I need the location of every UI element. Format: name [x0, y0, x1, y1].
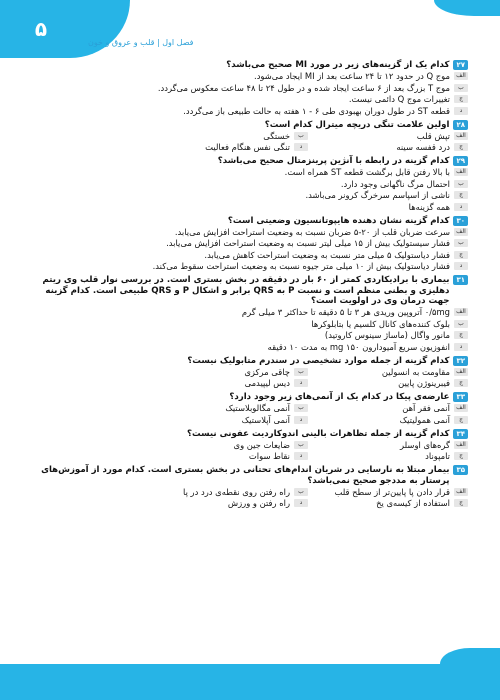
option-letter: ج [454, 251, 468, 259]
option-letter: ج [454, 191, 468, 199]
option-text: فیبرینوژن پایین [398, 378, 450, 389]
option-text: دیس لیپیدمی [244, 378, 290, 389]
option-text: موج T بزرگ بعد از ۶ ساعت ایجاد شده و در طول ۲۴ تا ۴۸ ساعت معکوس می‌گردد. [157, 82, 450, 93]
answer-option[interactable] [308, 451, 468, 463]
answer-option[interactable] [38, 261, 468, 273]
answer-option[interactable] [148, 498, 308, 510]
page-footer [0, 664, 500, 700]
question-header [38, 156, 468, 167]
option-text: نقاط سوات [248, 451, 290, 462]
option-letter: ب [454, 239, 468, 247]
option-text: مانور واگال (ماساژ سینوس کاروتید) [324, 330, 450, 341]
option-text: آنمی همولیتیک [399, 414, 450, 425]
question [38, 60, 468, 117]
question-number-badge: ۳۵ [453, 465, 468, 475]
header-decoration-left [0, 0, 130, 58]
option-text: تغییرات موج Q دائمی نیست. [348, 94, 450, 105]
option-letter: ب [294, 132, 308, 140]
answer-option[interactable] [308, 414, 468, 426]
question-number-badge: ۳۰ [453, 216, 468, 226]
answer-option[interactable] [38, 330, 468, 342]
question-header [38, 429, 468, 440]
answer-options [38, 307, 468, 353]
option-letter: ب [294, 368, 308, 376]
chapter-title: فصل اول | قلب و عروق و خون [88, 38, 194, 47]
option-text: آنمی آپلاستیک [241, 414, 290, 425]
answer-option[interactable] [38, 167, 468, 179]
answer-option[interactable] [308, 486, 468, 498]
question-text: کدام یک از گزینه‌های زیر در مورد MI صحیح می‌باشد؟ [226, 60, 450, 70]
option-text: موج Q در حدود ۱۲ تا ۲۴ ساعت بعد از MI ایجاد می‌شود. [254, 71, 450, 82]
option-text: آنمی فقر آهن [402, 403, 450, 414]
answer-options [38, 366, 468, 389]
answer-option[interactable] [308, 142, 468, 154]
option-text: گره‌های اوسلر [400, 439, 450, 450]
answer-option[interactable] [38, 190, 468, 202]
answer-option[interactable] [148, 486, 308, 498]
option-text: ضایعات جین وی [233, 439, 290, 450]
option-letter: د [454, 107, 468, 115]
option-letter: د [454, 262, 468, 270]
option-letter: د [454, 343, 468, 351]
question-text: اولین علامت تنگی دریچه میترال کدام است؟ [264, 119, 450, 130]
option-letter: ب [294, 404, 308, 412]
option-letter: الف [454, 441, 468, 449]
answer-options [38, 486, 468, 509]
answer-option[interactable] [38, 238, 468, 250]
option-letter: الف [454, 72, 468, 80]
option-letter: ب [294, 488, 308, 496]
answer-options [38, 167, 468, 213]
question-text: کدام گزینه در رابطه با آنژین پرینزمتال صحیح می‌باشد؟ [217, 156, 450, 166]
answer-option[interactable] [38, 105, 468, 117]
option-letter: د [294, 379, 308, 387]
option-text: ۰/۵mg آتروپین وریدی هر ۳ تا ۵ دقیقه تا حداکثر ۳ میلی گرم [241, 307, 450, 318]
question-number-badge: ۳۲ [453, 356, 468, 366]
answer-option[interactable] [308, 439, 468, 451]
option-text: راه رفتن و ورزش [227, 498, 290, 509]
question-header [38, 60, 468, 71]
answer-option[interactable] [148, 366, 308, 378]
footer-decoration [440, 648, 500, 664]
question-text: بیمار مبتلا به نارسایی در شریان اندام‌های تحتانی در بخش بستری است. کدام مورد از آموزش‌های پرستار به مددجو صحیح نمی‌باشد؟ [41, 465, 450, 486]
option-text: مقاومت به انسولین [381, 366, 450, 377]
question-text: بیماری با برادیکاردی کمتر از ۶۰ بار در دقیقه در بخش بستری است. در بررسی نوار قلب وی ریتم دهلیزی و بطنی منظم است و نسبت P به QRS برابر و اشکال P و QRS طبیعی است. کدام گزینه جهت درمان وی در اولویت است؟ [42, 275, 450, 306]
answer-options [38, 439, 468, 462]
option-letter: الف [454, 488, 468, 496]
option-letter: الف [454, 404, 468, 412]
question-list [38, 60, 468, 512]
question-header [38, 120, 468, 131]
option-text: خستگی [263, 130, 290, 141]
option-letter: الف [454, 368, 468, 376]
option-letter: د [294, 416, 308, 424]
option-text: با بالا رفتن قابل برگشت قطعه ST همراه است. [284, 167, 450, 178]
option-text: تنگی نفس هنگام فعالیت [205, 142, 290, 153]
header-decoration-right [434, 0, 500, 16]
answer-options [38, 403, 468, 426]
answer-option[interactable] [38, 307, 468, 319]
answer-option[interactable] [308, 378, 468, 390]
question-number-badge: ۲۹ [453, 156, 468, 166]
answer-option[interactable] [148, 414, 308, 426]
option-letter: د [294, 499, 308, 507]
answer-option[interactable] [148, 403, 308, 415]
question-text: کدام گزینه از جمله تظاهرات بالینی اندوکاردیت عفونی نیست؟ [187, 428, 450, 439]
option-text: قرار دادن پا پایین‌تر از سطح قلب [334, 486, 450, 497]
answer-option[interactable] [38, 71, 468, 83]
question [38, 465, 468, 509]
answer-option[interactable] [148, 439, 308, 451]
answer-option[interactable] [308, 130, 468, 142]
question [38, 429, 468, 463]
answer-option[interactable] [148, 130, 308, 142]
option-text: درد قفسه سینه [396, 142, 450, 153]
answer-option[interactable] [38, 341, 468, 353]
question-text: کدام گزینه از جمله موارد تشخیصی در سندرم متابولیک نیست؟ [187, 355, 450, 366]
option-letter: د [294, 452, 308, 460]
option-letter: الف [454, 168, 468, 176]
question-header [38, 392, 468, 403]
option-letter: الف [454, 228, 468, 236]
option-text: بلوک کننده‌های کانال کلسیم یا بتابلوکرها [311, 318, 450, 329]
option-letter: ج [454, 499, 468, 507]
question [38, 275, 468, 353]
option-text: انفوزیون سریع آمیودارون ۱۵۰ mg به مدت ۱۰ دقیقه [267, 341, 450, 352]
option-letter: ج [454, 95, 468, 103]
option-letter: ب [454, 320, 468, 328]
answer-option[interactable] [38, 82, 468, 94]
option-text: راه رفتن روی نقطه‌ی درد در پا [183, 486, 290, 497]
option-text: تامپوناد [425, 451, 450, 462]
option-letter: ب [454, 84, 468, 92]
question-number-badge: ۲۷ [453, 60, 468, 70]
option-text: آنمی مگالوبلاستیک [225, 403, 290, 414]
answer-options [38, 130, 468, 153]
question [38, 216, 468, 273]
answer-option[interactable] [38, 226, 468, 238]
question-number-badge: ۳۳ [453, 392, 468, 402]
option-letter: د [294, 143, 308, 151]
option-letter: ب [294, 441, 308, 449]
question [38, 120, 468, 154]
question-header [38, 275, 468, 307]
option-text: سرعت ضربان قلب از ۲۰-۵ ضربان نسبت به وضعیت استراحت افزایش می‌یابد. [174, 226, 450, 237]
option-letter: ج [454, 331, 468, 339]
option-letter: الف [454, 308, 468, 316]
answer-option[interactable] [38, 178, 468, 190]
answer-option[interactable] [148, 142, 308, 154]
answer-option[interactable] [308, 403, 468, 415]
option-letter: الف [454, 132, 468, 140]
answer-option[interactable] [38, 249, 468, 261]
question-header [38, 356, 468, 367]
question-number-badge: ۳۴ [453, 429, 468, 439]
option-text: احتمال مرگ ناگهانی وجود دارد. [340, 178, 450, 189]
option-text: چاقی مرکزی [244, 366, 290, 377]
option-letter: ج [454, 416, 468, 424]
question [38, 156, 468, 213]
question-header [38, 216, 468, 227]
option-text: فشار دیاستولیک ۵ میلی متر نسبت به وضعیت استراحت کاهش می‌یابد. [204, 249, 450, 260]
option-text: تپش قلب [416, 130, 450, 141]
question-text: عارضه‌ی پیکا در کدام یک از آنمی‌های زیر وجود دارد؟ [229, 392, 450, 402]
question [38, 356, 468, 390]
page-number: ۵ [34, 17, 48, 41]
option-text: ناشی از اسپاسم سرخرگ کرونر می‌باشد. [305, 190, 450, 201]
option-text: فشار سیستولیک بیش از ۱۵ میلی لیتر نسبت به وضعیت استراحت افزایش می‌یابد. [166, 238, 450, 249]
answer-option[interactable] [308, 366, 468, 378]
question-number-badge: ۲۸ [453, 120, 468, 130]
answer-option[interactable] [38, 201, 468, 213]
option-letter: ج [454, 143, 468, 151]
answer-option[interactable] [38, 94, 468, 106]
question [38, 392, 468, 426]
question-text: کدام گزینه نشان دهنده هایپوتانسیون وضعیتی است؟ [227, 215, 450, 226]
option-letter: ج [454, 452, 468, 460]
answer-options [38, 71, 468, 117]
page-header [0, 0, 500, 58]
answer-option[interactable] [38, 318, 468, 330]
option-text: استفاده از کیسه‌ی یخ [376, 498, 450, 509]
option-letter: ج [454, 379, 468, 387]
question-header [38, 465, 468, 486]
option-letter: د [454, 203, 468, 211]
answer-options [38, 226, 468, 272]
option-text: همه گزینه‌ها [408, 201, 450, 212]
option-text: قطعه ST در طول دوران بهبودی طی ۶ - ۱ هفته به حالت طبیعی باز می‌گردد. [183, 105, 450, 116]
question-number-badge: ۳۱ [453, 275, 468, 285]
option-letter: ب [454, 180, 468, 188]
option-text: فشار دیاستولیک بیش از ۱۰ میلی متر جیوه نسبت به وضعیت استراحت سقوط می‌کند. [152, 261, 450, 272]
answer-option[interactable] [148, 378, 308, 390]
answer-option[interactable] [308, 498, 468, 510]
answer-option[interactable] [148, 451, 308, 463]
